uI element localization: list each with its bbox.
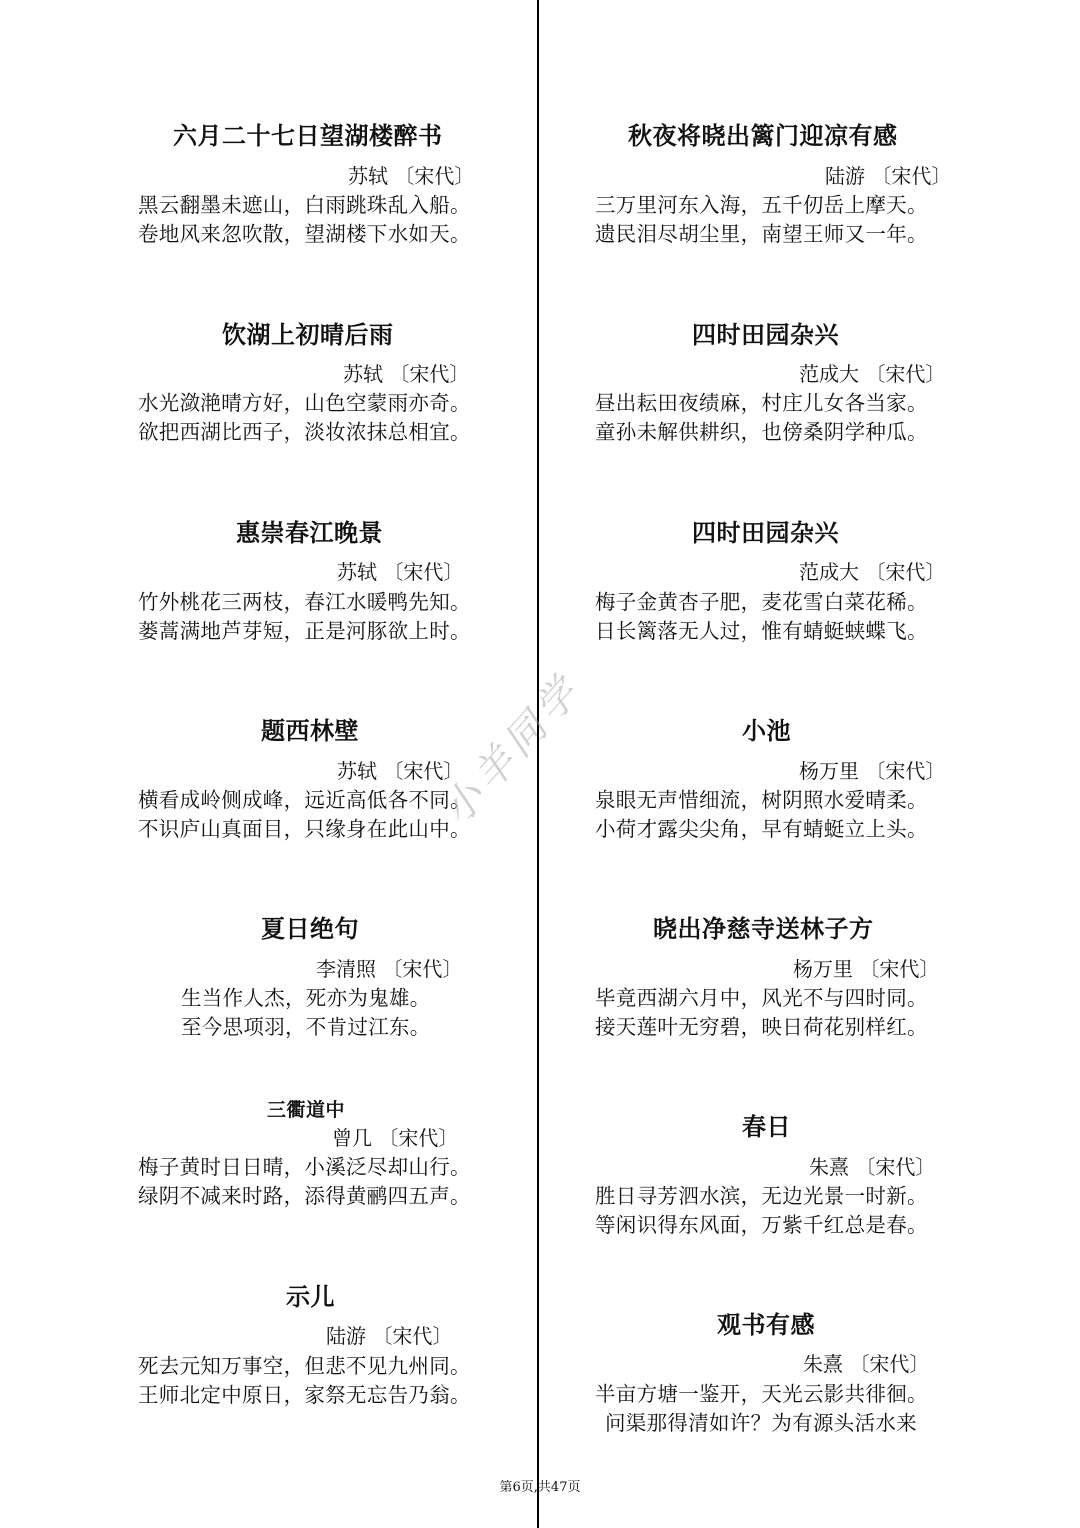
poem-line: 梅子黄时日日晴，小溪泛尽却山行。 bbox=[138, 1155, 471, 1179]
poem-title: 惠崇春江晚景 bbox=[236, 519, 383, 547]
poem-line: 三万里河东入海，五千仞岳上摩天。 bbox=[595, 193, 928, 217]
poem-title: 夏日绝句 bbox=[261, 915, 359, 943]
page-footer: 第6页,共47页 bbox=[499, 1480, 581, 1495]
poem-title: 饮湖上初晴后雨 bbox=[222, 321, 394, 349]
poem-author: 曾几 〔宋代〕 bbox=[332, 1126, 459, 1150]
poem-line: 梅子金黄杏子肥，麦花雪白菜花稀。 bbox=[595, 590, 928, 614]
poem-author: 陆游 〔宋代〕 bbox=[825, 164, 952, 188]
poem-line: 不识庐山真面目，只缘身在此山中。 bbox=[138, 817, 471, 841]
left-column bbox=[0, 0, 520, 1460]
poem-author: 陆游 〔宋代〕 bbox=[326, 1324, 453, 1348]
poem-line: 至今思项羽，不肯过江东。 bbox=[181, 1015, 431, 1039]
poem-line: 日长篱落无人过，惟有蜻蜓蛱蝶飞。 bbox=[595, 619, 928, 643]
poem-title: 春日 bbox=[742, 1113, 791, 1141]
poem-line: 童孙未解供耕织，也傍桑阴学种瓜。 bbox=[595, 420, 928, 444]
poem-title: 题西林壁 bbox=[261, 717, 359, 745]
poem-title: 四时田园杂兴 bbox=[692, 519, 839, 547]
poem-line: 泉眼无声惜细流，树阴照水爱晴柔。 bbox=[595, 788, 928, 812]
poem-author: 朱熹 〔宋代〕 bbox=[809, 1155, 936, 1179]
poem-author: 苏轼 〔宋代〕 bbox=[348, 164, 475, 188]
poem-author: 杨万里 〔宋代〕 bbox=[793, 957, 940, 981]
poem-author: 苏轼 〔宋代〕 bbox=[337, 759, 464, 783]
poem-line: 死去元知万事空，但悲不见九州同。 bbox=[138, 1354, 471, 1378]
poem-line: 遗民泪尽胡尘里，南望王师又一年。 bbox=[595, 222, 928, 246]
watermark: 小羊同学 bbox=[433, 666, 591, 834]
poem-line: 毕竟西湖六月中，风光不与四时同。 bbox=[595, 986, 928, 1010]
poem-line: 生当作人杰，死亦为鬼雄。 bbox=[181, 986, 431, 1010]
poem-author: 李清照 〔宋代〕 bbox=[316, 957, 463, 981]
poem-line: 小荷才露尖尖角，早有蜻蜓立上头。 bbox=[595, 817, 928, 841]
poem-line: 欲把西湖比西子，淡妆浓抹总相宜。 bbox=[138, 420, 471, 444]
poem-author: 范成大 〔宋代〕 bbox=[799, 560, 946, 584]
poem-line: 王师北定中原日，家祭无忘告乃翁。 bbox=[138, 1383, 471, 1407]
poem-author: 杨万里 〔宋代〕 bbox=[799, 759, 946, 783]
poem-line: 黑云翻墨未遮山，白雨跳珠乱入船。 bbox=[138, 193, 471, 217]
poem-line: 横看成岭侧成峰，远近高低各不同。 bbox=[138, 788, 471, 812]
poem-title: 三衢道中 bbox=[267, 1099, 346, 1121]
poem-line: 蒌蒿满地芦芽短，正是河豚欲上时。 bbox=[138, 619, 471, 643]
poem-line: 半亩方塘一鉴开，天光云影共徘徊。 bbox=[595, 1382, 928, 1406]
poem-line: 问渠那得清如许？为有源头活水来 bbox=[605, 1411, 917, 1435]
poem-author: 朱熹 〔宋代〕 bbox=[803, 1352, 930, 1376]
poem-title: 晓出净慈寺送林子方 bbox=[653, 915, 874, 943]
poem-line: 水光潋滟晴方好，山色空蒙雨亦奇。 bbox=[138, 391, 471, 415]
poem-line: 昼出耘田夜绩麻，村庄儿女各当家。 bbox=[595, 391, 928, 415]
poem-author: 范成大 〔宋代〕 bbox=[799, 362, 946, 386]
poem-line: 竹外桃花三两枝，春江水暖鸭先知。 bbox=[138, 590, 471, 614]
poem-title: 小池 bbox=[742, 717, 791, 745]
poem-author: 苏轼 〔宋代〕 bbox=[343, 362, 470, 386]
poem-line: 胜日寻芳泗水滨，无边光景一时新。 bbox=[595, 1184, 928, 1208]
poem-title: 六月二十七日望湖楼醉书 bbox=[173, 122, 443, 150]
poem-title: 观书有感 bbox=[717, 1311, 815, 1339]
poem-title: 秋夜将晓出篱门迎凉有感 bbox=[628, 122, 898, 150]
poem-line: 卷地风来忽吹散，望湖楼下水如天。 bbox=[138, 222, 471, 246]
poem-author: 苏轼 〔宋代〕 bbox=[337, 560, 464, 584]
poem-title: 四时田园杂兴 bbox=[692, 321, 839, 349]
poem-title: 示儿 bbox=[286, 1283, 335, 1311]
poem-line: 绿阴不减来时路，添得黄鹂四五声。 bbox=[138, 1184, 471, 1208]
poem-line: 等闲识得东风面，万紫千红总是春。 bbox=[595, 1213, 928, 1237]
poem-line: 接天莲叶无穷碧，映日荷花别样红。 bbox=[595, 1015, 928, 1039]
